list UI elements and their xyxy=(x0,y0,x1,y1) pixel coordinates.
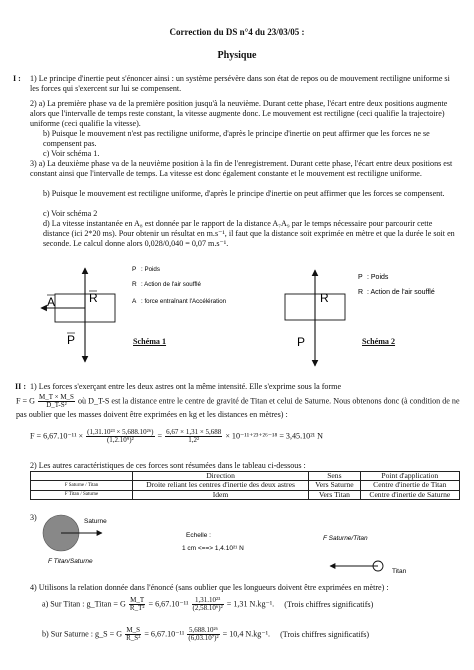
schema-1-diagram xyxy=(35,258,235,378)
f-saturne-titan-label: F Saturne/Titan xyxy=(323,535,368,542)
part-two-q1: 1) Les forces s'exerçant entre les deux astres ont la même intensité. Elle s'exprime sous la forme xyxy=(30,382,342,391)
part-two-q4: 4) Utilisons la relation donnée dans l'énoncé (sans oublier que les longueurs doivent être exprimées en mètre) : xyxy=(30,583,389,592)
part-one-q2b: b) Puisque le mouvement n'est pas rectiligne uniforme, d'après le principe d'inertie on peut affirmer que les forces ne se compensent pas. xyxy=(43,129,430,149)
legend-poids: : Poids xyxy=(141,266,160,273)
table-header-row: Direction Sens Point d'application xyxy=(31,472,460,481)
section-heading-physique: Physique xyxy=(217,50,257,61)
label-r-2: R xyxy=(320,291,329,305)
schema-1-caption: Schéma 1 xyxy=(133,337,167,346)
part-two-q2: 2) Les autres caractéristiques de ces forces sont résumées dans le tableau ci-dessous : xyxy=(30,461,306,470)
document-title: Correction du DS n°4 du 23/03/05 : xyxy=(169,27,305,37)
part-one-q3d: d) La vitesse instantanée en A₈ est donnée par le rapport de la distance A₇A₉ par le temps nécessaire pour parcourir cette distance (ici 2*20 ms). Pour obtenir un résultat en m.s⁻¹, il faut que la distance soit exprimée en mètre et que la durée le soit en seconde. Le calcul donne alors 0,028/0,040 = 0,07 m.s⁻¹. xyxy=(43,219,455,249)
saturn-titan-diagram xyxy=(40,512,460,582)
forces-table xyxy=(30,471,460,500)
g-saturne-calculation: b) Sur Saturne : g_S = G $\frac{M\_S}{\text{R\_S²}}$ = 6,67.10⁻¹¹ $\frac{\text{5,688.10²⁶}}{\text{(6,03.10⁷)²}}$ = 10,4 N.kg⁻¹. (Trois chiffres significatifs) xyxy=(42,626,370,643)
legend-air-1: : Action de l'air soufflé xyxy=(141,281,201,288)
force-calculation: F = 6,67.10⁻¹¹ × $\frac{\text{(1,31.10²³ × 5,688.10²⁶)}}{\text{(1,2.10⁹)²}}$ = $\frac{6,67 \times 1,31 \times 5,688}{\text{1,2²}}$ × 10⁻¹¹⁺²³⁺²⁶⁻¹⁸ = 3,45.10²¹ N xyxy=(30,428,323,445)
f-titan-saturne-label: F Titan/Saturne xyxy=(48,558,93,565)
part-one-q2a: 2) a) La première phase va de la première position jusqu'à la neuvième. Durant cette phase, l'écart entre deux positions augmente alors que l'intervalle de temps reste constant, la vitesse augmente donc. Le mouvement est rectiligne (ceci qualifie la trajectoire) uniforme (ceci qualifie la vitesse). xyxy=(30,99,448,129)
label-a-1: A xyxy=(47,295,56,309)
part-two-roman: II : xyxy=(15,382,27,391)
part-one-q3a: 3) a) La deuxième phase va de la neuvième position à la fin de l'enregistrement. Durant cette phase, l'écart entre deux positions est constant ainsi que l'intervalle de temps. La vitesse est donc également constante et le mouvement est rectiligne uniforme. xyxy=(30,159,453,179)
table-row: F Saturne / Titan Droite reliant les centres d'inertie des deux astres Vers Saturne Centre d'inertie de Titan xyxy=(31,481,460,490)
formula-explanation: où D_T-S est la distance entre le centre de gravité de Titan et celui de Saturne. Nous obtenons donc (à condition de ne pas oublier que les masses doivent être exprimées en kg et les distances en mètres) : xyxy=(16,396,460,419)
legend2-air: : Action de l'air soufflé xyxy=(367,289,435,296)
table-row: F Titan / Saturne Idem Vers Titan Centre d'inertie de Saturne xyxy=(31,490,460,499)
legend-r-letter: R xyxy=(132,281,137,288)
legend-p-letter: P xyxy=(132,266,137,273)
legend2-p-letter: P xyxy=(358,274,363,281)
saturne-label: Saturne xyxy=(84,518,107,525)
formula-lhs: F = G xyxy=(16,396,35,406)
label-p-2: P xyxy=(297,335,306,349)
echelle-value: 1 cm <==> 1,4.10²¹ N xyxy=(182,545,244,552)
part-two-q3: 3) xyxy=(30,513,37,522)
part-one-q3c: c) Voir schéma 2 xyxy=(43,209,98,218)
part-one-q1: 1) Le principe d'inertie peut s'énoncer ainsi : un système persévère dans son état de repos ou de mouvement rectiligne uniforme si les forces qui s'exercent sur lui se compensent. xyxy=(30,74,450,94)
legend2-r-letter: R xyxy=(358,289,364,296)
echelle-label: Echelle : xyxy=(186,532,211,539)
schema-2-caption: Schéma 2 xyxy=(362,337,396,346)
part-one-roman: I : xyxy=(13,74,21,83)
formula-fraction: $\frac{M\_T \times M\_S}{\text{D\_T-S²}}$ xyxy=(39,393,74,410)
part-one-q3b: b) Puisque le mouvement est rectiligne uniforme, d'après le principe d'inertie on peut affirmer que les forces se compensent. xyxy=(43,189,445,198)
legend-acc: : force entraînant l'Accélération xyxy=(141,298,227,305)
label-p-1: P xyxy=(67,333,76,347)
legend2-poids: : Poids xyxy=(367,274,389,281)
titan-label: Titan xyxy=(392,568,407,575)
schema-2-diagram xyxy=(270,262,470,372)
legend-a-letter: A xyxy=(132,298,137,305)
part-one-q2c: c) Voir schéma 1. xyxy=(43,149,100,158)
gravitation-formula-line xyxy=(16,394,461,420)
label-r-1: R xyxy=(89,291,98,305)
g-titan-calculation: a) Sur Titan : g_Titan = G $\frac{M\_T}{\text{R\_T²}}$ = 6,67.10⁻¹¹ $\frac{\text{1,31.10²³}}{\text{(2,58.10⁶)²}}$ = 1,31 N.kg⁻¹. (Trois chiffres significatifs) xyxy=(42,596,374,613)
